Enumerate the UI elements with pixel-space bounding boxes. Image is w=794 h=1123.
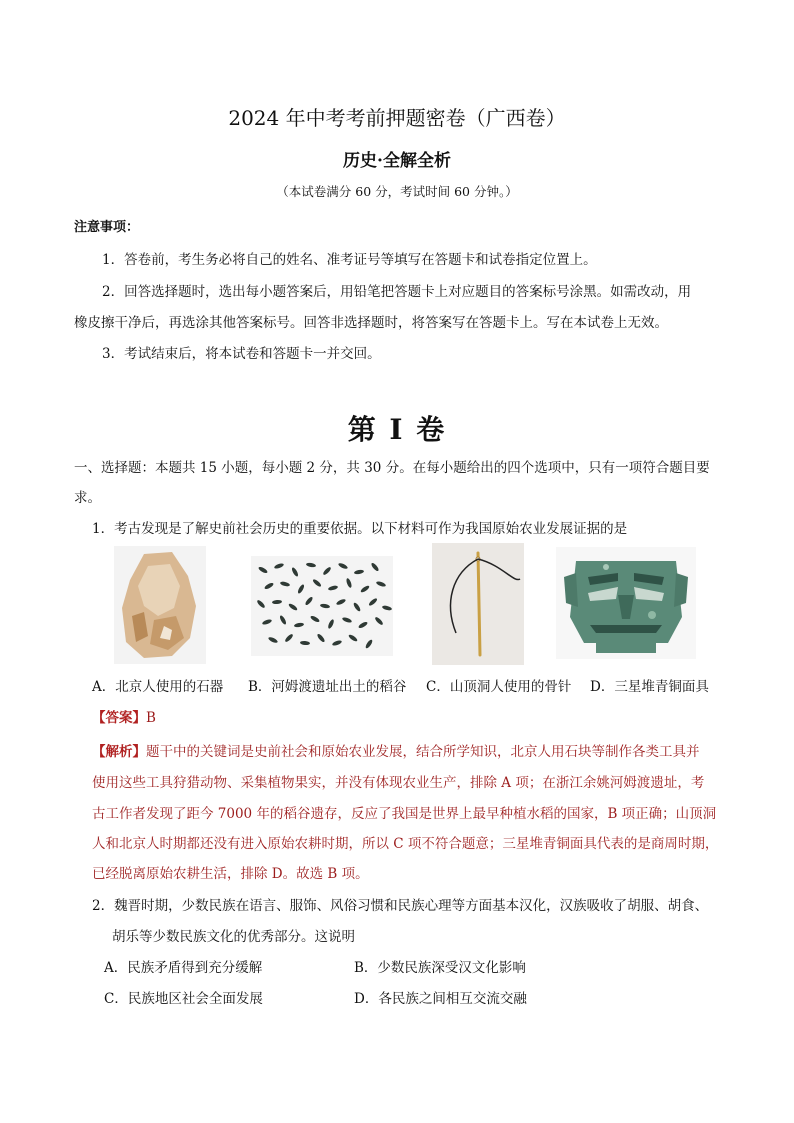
question-1-option-a: A．北京人使用的石器 bbox=[92, 679, 224, 695]
notice-item-2-line-2: 橡皮擦干净后，再选涂其他答案标号。回答非选择题时，将答案写在答题卡上。写在本试卷上无效。 bbox=[74, 315, 668, 331]
exam-note: （本试卷满分 60 分，考试时间 60 分钟。） bbox=[276, 184, 518, 199]
question-1-analysis-line-1 bbox=[92, 740, 700, 760]
question-2-option-d: D．各民族之间相互交流交融 bbox=[354, 991, 527, 1007]
notice-item-1: 1．答卷前，考生务必将自己的姓名、准考证号等填写在答题卡和试卷指定位置上。 bbox=[102, 252, 597, 268]
answer-value: B bbox=[146, 710, 156, 726]
section-heading: 第 I 卷 bbox=[347, 413, 447, 446]
question-1-answer bbox=[92, 706, 156, 726]
bone-needle-image bbox=[432, 543, 524, 665]
question-2-option-b: B．少数民族深受汉文化影响 bbox=[354, 960, 526, 976]
question-1-option-d: D．三星堆青铜面具 bbox=[590, 679, 709, 695]
notice-heading: 注意事项： bbox=[74, 220, 140, 235]
notice-item-2-line-1: 2．回答选择题时，选出每小题答案后，用铅笔把答题卡上对应题目的答案标号涂黑。如需改动，用 bbox=[102, 284, 692, 300]
section-intro-line-2: 求。 bbox=[74, 490, 101, 506]
question-1-analysis-line-2: 使用这些工具狩猎动物、采集植物果实，并没有体现农业生产，排除 A 项；在浙江余姚河姆渡遗址，考 bbox=[92, 775, 705, 791]
document-subtitle: 历史·全解全析 bbox=[343, 151, 451, 171]
question-2-stem-line-2: 胡乐等少数民族文化的优秀部分。这说明 bbox=[112, 929, 355, 945]
question-1-analysis-line-5: 已经脱离原始农耕生活，排除 D。故选 B 项。 bbox=[92, 866, 369, 882]
bronze-mask-image bbox=[556, 547, 696, 659]
question-1-analysis-line-3: 古工作者发现了距今 7000 年的稻谷遗存，反应了我国是世界上最早种植水稻的国家，B 项正确；山顶洞 bbox=[92, 806, 717, 822]
answer-label: 【答案】 bbox=[92, 710, 146, 726]
analysis-text-1: 题干中的关键词是史前社会和原始农业发展，结合所学知识，北京人用石块等制作各类工具并 bbox=[146, 744, 700, 760]
rice-grain-image bbox=[251, 556, 393, 656]
notice-item-3: 3．考试结束后，将本试卷和答题卡一并交回。 bbox=[102, 346, 381, 362]
question-2-option-c: C．民族地区社会全面发展 bbox=[104, 991, 263, 1007]
question-1-stem: 1．考古发现是了解史前社会历史的重要依据。以下材料可作为我国原始农业发展证据的是 bbox=[92, 521, 628, 537]
question-2-stem-line-1: 2．魏晋时期，少数民族在语言、服饰、风俗习惯和民族心理等方面基本汉化，汉族吸收了胡服、胡食、 bbox=[92, 898, 709, 914]
question-2-option-a: A．民族矛盾得到充分缓解 bbox=[104, 960, 263, 976]
analysis-label: 【解析】 bbox=[92, 744, 146, 760]
question-1-option-c: C．山顶洞人使用的骨针 bbox=[426, 679, 572, 695]
question-1-option-b: B．河姆渡遗址出土的稻谷 bbox=[248, 679, 407, 695]
question-1-analysis-line-4: 人和北京人时期都还没有进入原始农耕时期，所以 C 项不符合题意；三星堆青铜面具代表的是商周时期， bbox=[92, 836, 719, 852]
stone-tool-image bbox=[114, 546, 206, 664]
document-title: 2024 年中考考前押题密卷（广西卷） bbox=[228, 106, 566, 130]
section-intro-line-1: 一、选择题：本题共 15 小题，每小题 2 分，共 30 分。在每小题给出的四个选项中，只有一项符合题目要 bbox=[74, 460, 710, 476]
